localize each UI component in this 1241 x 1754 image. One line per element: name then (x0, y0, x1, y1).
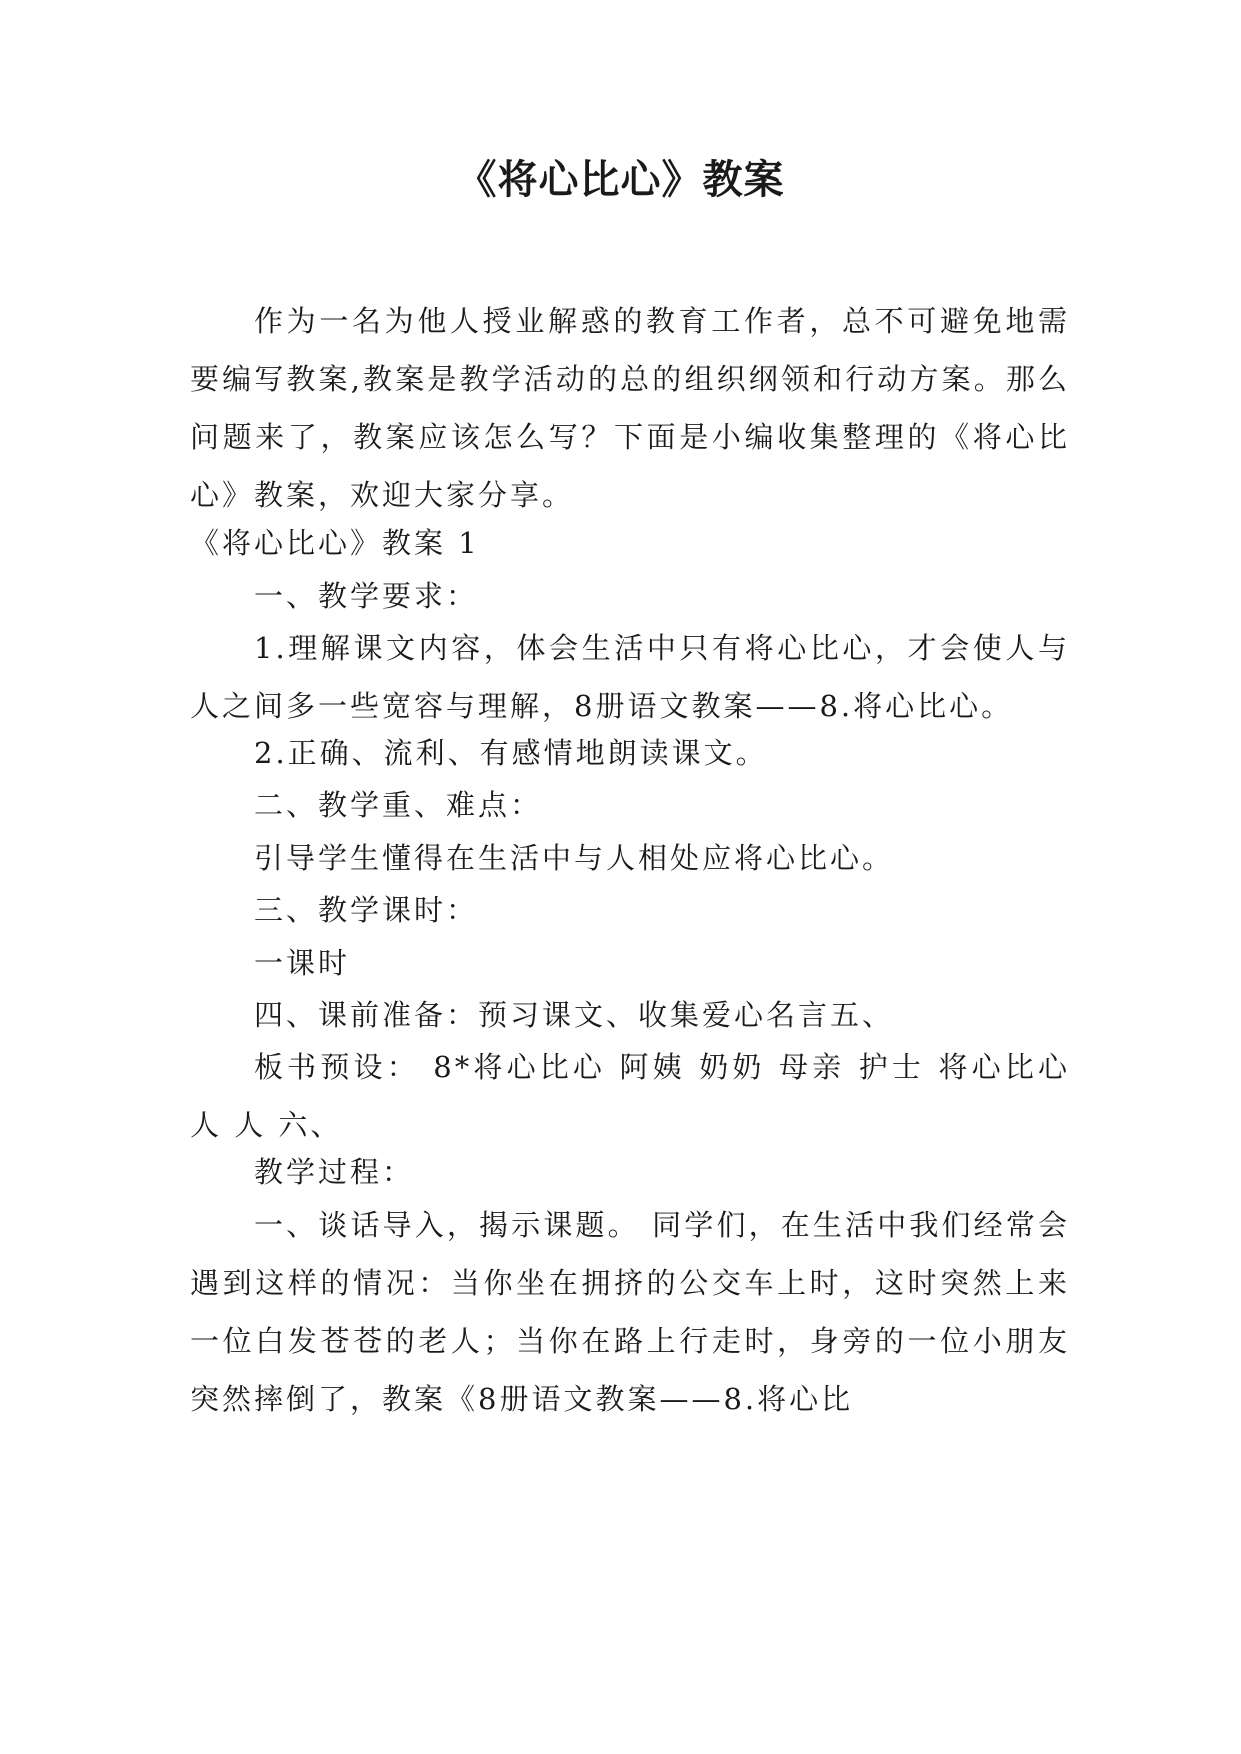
class-hours-text: 一课时 (254, 946, 351, 980)
process-heading: 教学过程： (254, 1155, 415, 1189)
requirement-item-1: 1.理解课文内容，体会生活中只有将心比心，才会使人与人之间多一些宽容与理解，8册语文教案——8.将心比心。 (190, 631, 1070, 723)
section-heading: 《将心比心》教案 1 (190, 526, 480, 560)
intro-paragraph: 作为一名为他人授业解惑的教育工作者，总不可避免地需要编写教案,教案是教学活动的总的组织纲领和行动方案。那么问题来了，教案应该怎么写？下面是小编收集整理的《将心比心》教案，欢迎大家分享。 (190, 304, 1070, 512)
preparation-text: 四、课前准备：预习课文、收集爱心名言五、 (254, 998, 895, 1032)
class-hours-heading: 三、教学课时： (254, 893, 479, 927)
requirements-heading: 一、教学要求： (254, 579, 479, 613)
key-points-heading: 二、教学重、难点： (254, 788, 543, 822)
key-points-text: 引导学生懂得在生活中与人相处应将心比心。 (254, 841, 895, 875)
requirement-item-2: 2.正确、流利、有感情地朗读课文。 (254, 736, 768, 770)
document-title: 《将心比心》教案 (456, 157, 785, 203)
board-design-text: 板书预设： 8*将心比心 阿姨 奶奶 母亲 护士 将心比心 人 人 六、 (190, 1050, 1070, 1142)
process-text: 一、谈话导入，揭示课题。 同学们，在生活中我们经常会遇到这样的情况：当你坐在拥挤的公交车上时，这时突然上来一位白发苍苍的老人；当你在路上行走时，身旁的一位小朋友突然摔倒了，教案《8册语文教案——8.将心比 (190, 1208, 1070, 1416)
